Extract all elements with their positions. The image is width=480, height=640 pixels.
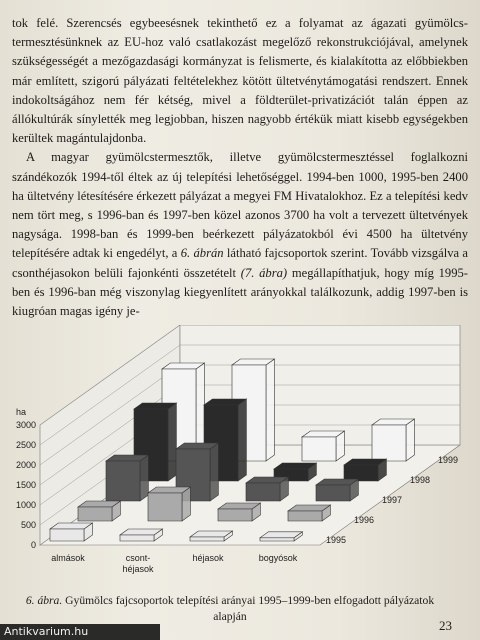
series-label: 1998: [410, 475, 431, 485]
category-label: héjasok: [192, 553, 224, 563]
y-tick-label: 2000: [15, 460, 36, 470]
bar-side: [406, 419, 414, 461]
y-tick-label: 1000: [15, 500, 36, 510]
bar-side: [168, 403, 176, 481]
bar-1999: [372, 425, 406, 461]
bar-1999: [302, 437, 336, 461]
category-label: csont-héjasok: [122, 553, 154, 574]
category-label: bogyósok: [258, 553, 298, 563]
caption-text: Gyümölcs fajcsoportok telepítési arányai 1995–1999-ben elfogadott pályázatok alapján: [62, 594, 435, 623]
series-label: 1999: [438, 455, 459, 465]
figure-reference: (7. ábra): [240, 265, 288, 280]
paragraph-text: A magyar gyümölcstermesztők, illetve gyümölcstermesztéssel foglalkozni szándékozók 1994-től éltek az új telepítési lehetőséggel. 1994-ben 1000, 1995-ben 2400 ha ültetvény létesítésére érkezett pályázat a megyei FM Hivatalokhoz. Ez a telepítési kedv nem tört meg, s 1996-ban és 1997-ben közel azonos 3700 ha volt a tervezett ültetvények nagysága. 1998-ban és 1999-ben beérkezett pályázatokból évi 4500 ha ültetvény telepítésére adtak ki engedélyt, a: [12, 150, 468, 261]
caption-label: 6. ábra.: [25, 594, 63, 607]
bar-1997: [106, 461, 140, 501]
bar-side: [140, 455, 148, 501]
bar-1996: [218, 509, 252, 521]
bar-side: [238, 399, 246, 481]
y-tick-label: 0: [30, 540, 36, 550]
category-label: almások: [51, 553, 85, 563]
bar-1996: [78, 507, 112, 521]
bar-side: [210, 443, 218, 501]
bar-1995: [120, 535, 154, 541]
paragraph-text: tok felé. Szerencsés egybeesésnek tekinthető ez a folyamat az ágazati gyümölcs-termesztésünknek az EU-hoz való csatlakozást megelőző rekonstrukciójával, amelynek szükségességét a mezőgazdasági kormányzat is felismerte, és kialakította az előbbiekben már említett, szigorú pályázati feltételekhez kötött ültetvénytámogatási rendszert. Ennek indokoltságához nem fér kétség, mivel a földterület-privatizációt talán éppen az állókultúrák sínylették meg legjobban, hiszen nagyobb értékük miatt kisebb egységekben kerültek magántulajdonba.: [12, 16, 468, 146]
paragraph-text: megállapíthatjuk, hogy míg 1995-ben és 1996-ban még viszonylag kiegyenlített arányokkal találkozunk, addig 1997-ben is kiugróan magas igény je-: [12, 265, 468, 319]
series-label: 1996: [354, 515, 375, 525]
paragraph: [12, 14, 468, 148]
paragraph-text: látható fajcsoportok szerint. Tovább vizsgálva a csonthéjasokon belüli fajonkénti összetételt: [12, 246, 468, 280]
y-tick-label: 2500: [15, 440, 36, 450]
watermark-logo: Antikvarium.hu: [0, 624, 160, 640]
series-label: 1995: [326, 535, 347, 545]
series-label: 1997: [382, 495, 403, 505]
bar-1996: [148, 493, 182, 521]
page-number: 23: [439, 618, 452, 633]
bar-1997: [316, 485, 350, 501]
bar-1995: [260, 538, 294, 541]
bar-1998: [344, 465, 378, 481]
paragraph: [12, 148, 468, 321]
y-axis-label: ha: [16, 407, 27, 417]
bar-side: [266, 359, 274, 461]
bar-1995: [50, 529, 84, 541]
bar-1996: [288, 511, 322, 521]
body-text: [12, 14, 468, 321]
figure-caption: [20, 593, 440, 625]
y-tick-label: 500: [20, 520, 36, 530]
bar-chart-3d: [0, 325, 480, 595]
bar-1995: [190, 537, 224, 541]
y-tick-label: 3000: [15, 420, 36, 430]
figure-reference: 6. ábrán: [180, 246, 224, 261]
y-tick-label: 1500: [15, 480, 36, 490]
bar-1997: [246, 483, 280, 501]
